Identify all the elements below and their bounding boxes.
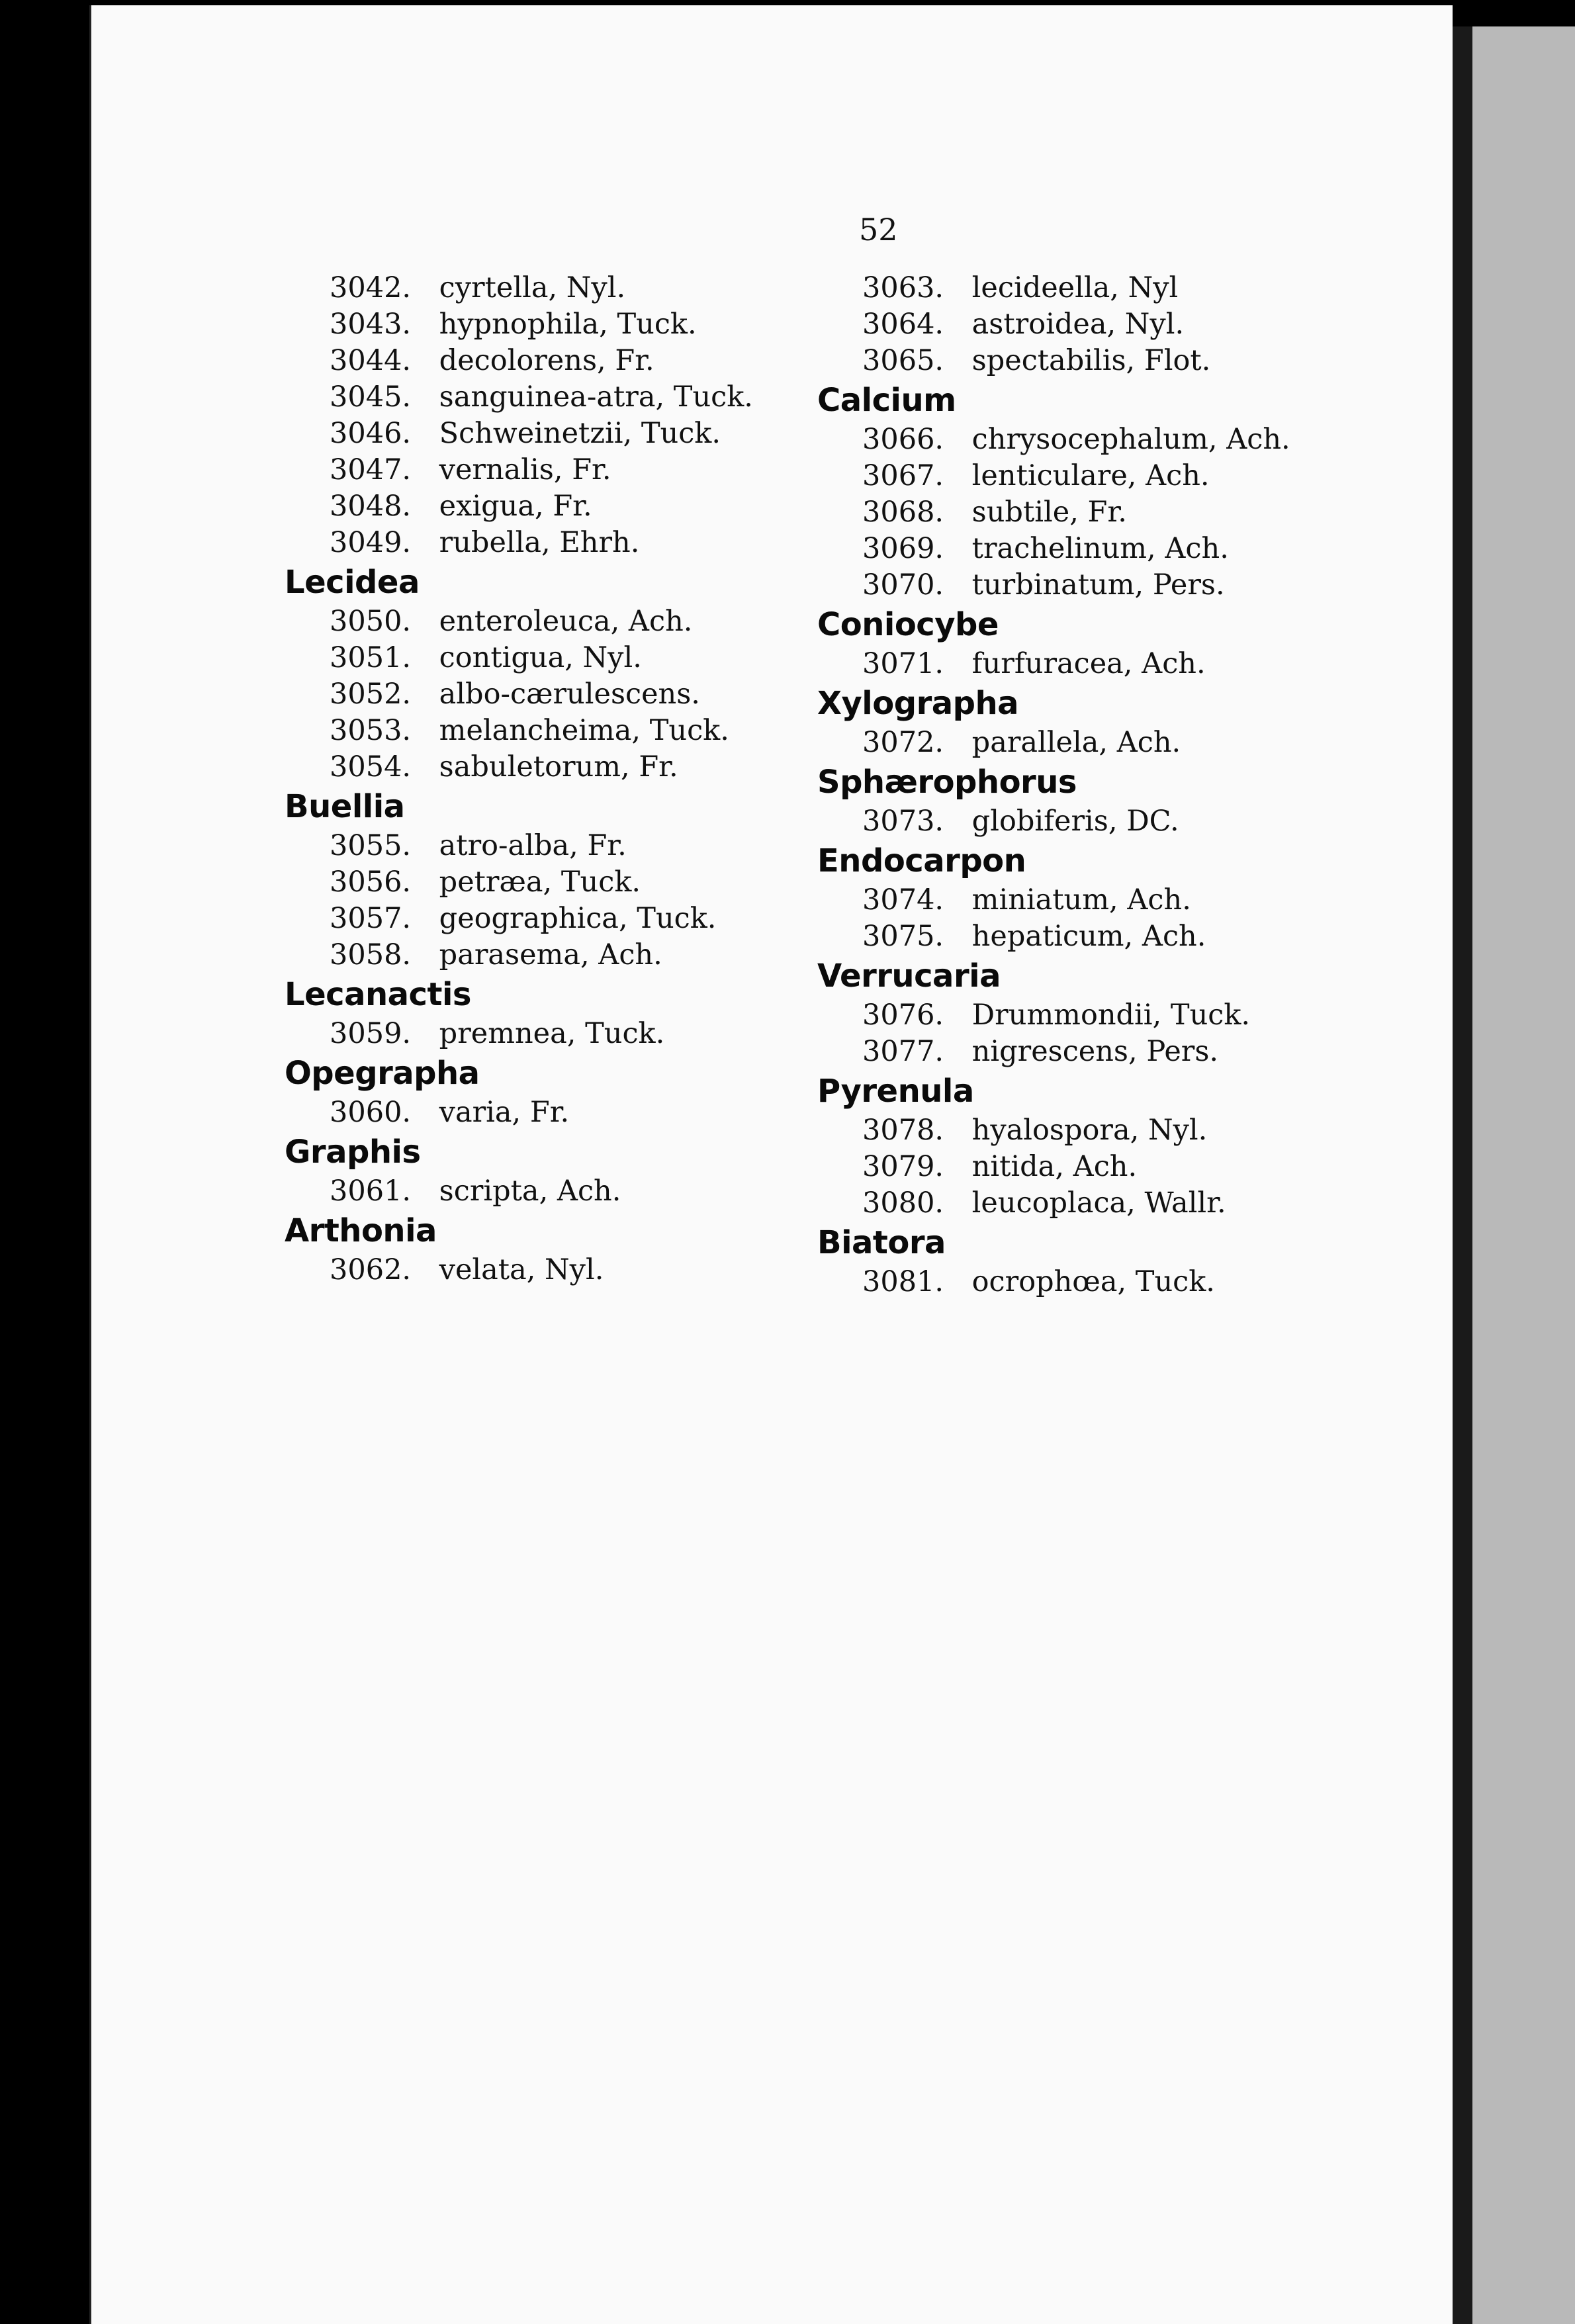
entry-number: 3067. [862, 459, 944, 492]
species-name: astroidea, Nyl. [971, 308, 1185, 341]
species-entry [285, 828, 753, 864]
entry-number: 3046. [330, 417, 412, 450]
entry-number: 3058. [330, 938, 412, 971]
entry-number: 3055. [330, 829, 412, 862]
entry-number: 3069. [862, 532, 944, 565]
species-name: sanguinea-atra, Tuck. [439, 380, 753, 414]
entry-number: 3042. [330, 271, 412, 304]
species-name: rubella, Ehrh. [439, 526, 640, 559]
species-entry [285, 676, 753, 713]
species-name: subtile, Fr. [971, 496, 1127, 529]
species-name: trachelinum, Ach. [971, 532, 1229, 565]
entry-number: 3049. [330, 526, 412, 559]
genus-heading: Xylographa [817, 685, 1019, 722]
species-name: ocrophœa, Tuck. [971, 1265, 1215, 1298]
species-name: decolorens, Fr. [439, 344, 654, 377]
entry-number: 3080. [862, 1186, 944, 1220]
entry-number: 3078. [862, 1114, 944, 1147]
species-entry [285, 603, 753, 640]
species-name: Schweinetzii, Tuck. [439, 417, 721, 450]
page-number: 52 [859, 212, 898, 247]
species-name: cyrtella, Nyl. [439, 271, 626, 304]
species-name: velata, Nyl. [439, 1253, 604, 1286]
entry-number: 3079. [862, 1150, 944, 1183]
entry-number: 3048. [330, 490, 412, 523]
species-name: geographica, Tuck. [439, 902, 717, 935]
species-name: turbinatum, Pers. [971, 568, 1225, 602]
species-entry [285, 640, 753, 676]
species-entry [285, 749, 753, 785]
species-entry [285, 1095, 753, 1131]
species-name: hypnophila, Tuck. [439, 308, 697, 341]
entry-number: 3051. [330, 641, 412, 674]
entry-number: 3043. [330, 308, 412, 341]
species-name: hepaticum, Ach. [971, 920, 1206, 953]
species-name: petræa, Tuck. [439, 866, 641, 899]
genus-heading: Arthonia [285, 1212, 437, 1249]
species-entry [285, 713, 753, 749]
species-entry [817, 1112, 1290, 1149]
entry-number: 3072. [862, 726, 944, 759]
entry-number: 3064. [862, 308, 944, 341]
species-name: vernalis, Fr. [439, 453, 611, 486]
species-name: melancheima, Tuck. [439, 714, 729, 747]
species-entry [817, 343, 1290, 379]
genus-heading: Lecidea [285, 564, 420, 601]
entry-number: 3073. [862, 805, 944, 838]
species-name: albo-cærulescens. [439, 678, 700, 711]
species-name: premnea, Tuck. [439, 1017, 665, 1050]
species-entry [285, 270, 753, 306]
species-entry [285, 306, 753, 343]
species-entry [817, 882, 1290, 918]
species-entry [285, 901, 753, 937]
species-name: furfuracea, Ach. [971, 647, 1206, 680]
genus-heading: Biatora [817, 1224, 946, 1261]
genus-heading: Sphærophorus [817, 764, 1077, 801]
species-entry [817, 1149, 1290, 1185]
adjacent-page-edge [1472, 26, 1575, 2324]
entry-number: 3070. [862, 568, 944, 602]
entry-number: 3068. [862, 496, 944, 529]
entry-number: 3071. [862, 647, 944, 680]
species-name: lecideella, Nyl [971, 271, 1179, 304]
entry-number: 3047. [330, 453, 412, 486]
species-entry [817, 306, 1290, 343]
species-name: parallela, Ach. [971, 726, 1181, 759]
species-entry [817, 494, 1290, 531]
species-entry [285, 452, 753, 488]
species-name: atro-alba, Fr. [439, 829, 627, 862]
species-name: chrysocephalum, Ach. [971, 423, 1290, 456]
genus-heading: Coniocybe [817, 606, 999, 643]
species-name: exigua, Fr. [439, 490, 592, 523]
genus-heading: Endocarpon [817, 842, 1026, 879]
species-entry [285, 1252, 753, 1288]
entry-number: 3054. [330, 750, 412, 783]
species-entry [285, 379, 753, 416]
genus-heading: Verrucaria [817, 958, 1001, 995]
species-entry [285, 525, 753, 561]
species-entry [817, 1034, 1290, 1070]
genus-heading: Lecanactis [285, 976, 471, 1013]
genus-heading: Opegrapha [285, 1055, 480, 1092]
entry-number: 3057. [330, 902, 412, 935]
genus-heading: Graphis [285, 1134, 421, 1171]
species-name: parasema, Ach. [439, 938, 662, 971]
entry-number: 3065. [862, 344, 944, 377]
species-entry [285, 488, 753, 525]
entry-number: 3075. [862, 920, 944, 953]
species-entry [817, 1185, 1290, 1222]
species-entry [285, 937, 753, 973]
species-entry [817, 531, 1290, 567]
species-name: contigua, Nyl. [439, 641, 642, 674]
species-name: nitida, Ach. [971, 1150, 1138, 1183]
entry-number: 3053. [330, 714, 412, 747]
entry-number: 3063. [862, 271, 944, 304]
entry-number: 3062. [330, 1253, 412, 1286]
species-name: nigrescens, Pers. [971, 1035, 1219, 1068]
species-name: enteroleuca, Ach. [439, 605, 693, 638]
entry-number: 3076. [862, 999, 944, 1032]
entry-number: 3077. [862, 1035, 944, 1068]
species-name: varia, Fr. [439, 1096, 570, 1129]
left-column [285, 270, 753, 1288]
species-entry [817, 458, 1290, 494]
genus-heading: Pyrenula [817, 1073, 974, 1110]
species-name: Drummondii, Tuck. [971, 999, 1251, 1032]
species-entry [285, 1016, 753, 1052]
species-name: lenticulare, Ach. [971, 459, 1210, 492]
genus-heading: Calcium [817, 382, 956, 419]
species-entry [817, 422, 1290, 458]
species-name: scripta, Ach. [439, 1175, 621, 1208]
species-entry [817, 270, 1290, 306]
entry-number: 3045. [330, 380, 412, 414]
entry-number: 3059. [330, 1017, 412, 1050]
species-entry [817, 803, 1290, 840]
entry-number: 3056. [330, 866, 412, 899]
species-name: sabuletorum, Fr. [439, 750, 678, 783]
species-entry [285, 343, 753, 379]
species-entry [285, 416, 753, 452]
entry-number: 3061. [330, 1175, 412, 1208]
species-entry [817, 646, 1290, 682]
entry-number: 3081. [862, 1265, 944, 1298]
species-entry [817, 1264, 1290, 1300]
right-column [817, 270, 1290, 1300]
species-name: leucoplaca, Wallr. [971, 1186, 1226, 1220]
species-name: miniatum, Ach. [971, 883, 1191, 916]
entry-number: 3066. [862, 423, 944, 456]
page-gutter-shadow [1453, 26, 1472, 2324]
entry-number: 3044. [330, 344, 412, 377]
entry-number: 3052. [330, 678, 412, 711]
entry-number: 3050. [330, 605, 412, 638]
species-name: spectabilis, Flot. [971, 344, 1211, 377]
species-entry [285, 864, 753, 901]
species-name: hyalospora, Nyl. [971, 1114, 1208, 1147]
species-entry [817, 567, 1290, 603]
genus-heading: Buellia [285, 788, 405, 825]
entry-number: 3074. [862, 883, 944, 916]
entry-number: 3060. [330, 1096, 412, 1129]
species-entry [285, 1173, 753, 1210]
species-name: globiferis, DC. [971, 805, 1179, 838]
species-entry [817, 725, 1290, 761]
species-entry [817, 997, 1290, 1034]
species-entry [817, 918, 1290, 955]
